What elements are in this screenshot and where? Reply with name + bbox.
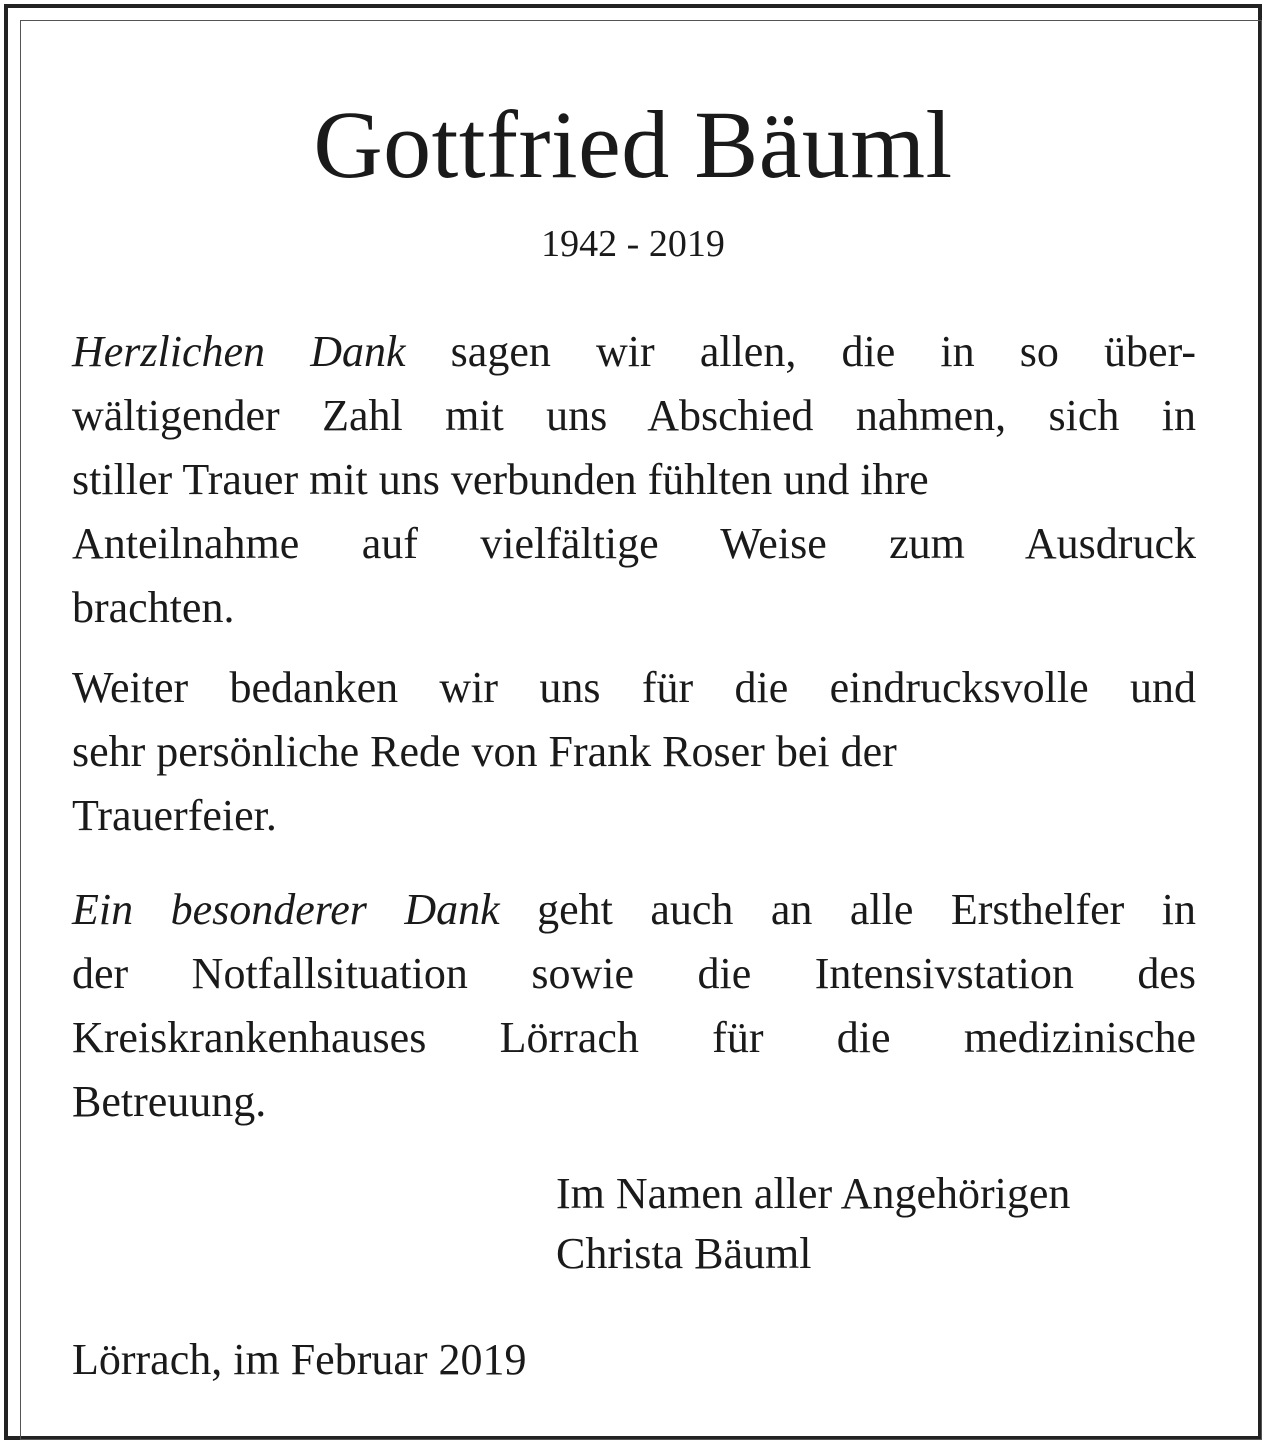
- paragraph-2-line-2: sehr persönliche Rede von Frank Roser bei der: [72, 727, 897, 776]
- paragraph-1-lead: Herzlichen Dank: [72, 327, 406, 376]
- paragraph-3-line-2: der Notfallsituation sowie die Intensivstation des: [72, 949, 1196, 998]
- paragraph-3-line-3: Kreiskrankenhauses Lörrach für die medizinische: [72, 1013, 1196, 1062]
- paragraph-3-line-1-rest: geht auch an alle Ersthelfer in: [499, 885, 1196, 934]
- paragraph-2-line-3: Trauerfeier.: [72, 791, 277, 840]
- paragraph-1-line-1: [72, 320, 1196, 384]
- signature-name: Christa Bäuml: [556, 1229, 812, 1278]
- paragraph-1-line-3: stiller Trauer mit uns verbunden fühlten und ihre: [72, 455, 929, 504]
- life-years: 1942 - 2019: [541, 223, 725, 265]
- paragraph-3-line-1: [72, 878, 1196, 942]
- paragraph-1-line-1-rest: sagen wir allen, die in so über-: [405, 327, 1197, 376]
- paragraph-3-line-4: Betreuung.: [72, 1077, 267, 1126]
- thanks-paragraph-2: [72, 656, 1196, 848]
- thanks-paragraph-3: [72, 878, 1196, 1134]
- paragraph-1-line-5: brachten.: [72, 583, 235, 632]
- paragraph-1-line-2: wältigender Zahl mit uns Abschied nahmen, sich in: [72, 391, 1196, 440]
- paragraph-3-lead: Ein besonderer Dank: [72, 885, 500, 934]
- signature-line-1: Im Namen aller Angehörigen: [556, 1169, 1071, 1218]
- thanks-paragraph-1: [72, 320, 1196, 640]
- paragraph-1-line-4: Anteilnahme auf vielfältige Weise zum Ausdruck: [72, 519, 1196, 568]
- signature-block: [556, 1164, 1070, 1284]
- paragraph-2-line-1: Weiter bedanken wir uns für die eindrucksvolle und: [72, 663, 1196, 712]
- deceased-name: Gottfried Bäuml: [313, 91, 953, 198]
- place-and-date: Lörrach, im Februar 2019: [72, 1335, 527, 1384]
